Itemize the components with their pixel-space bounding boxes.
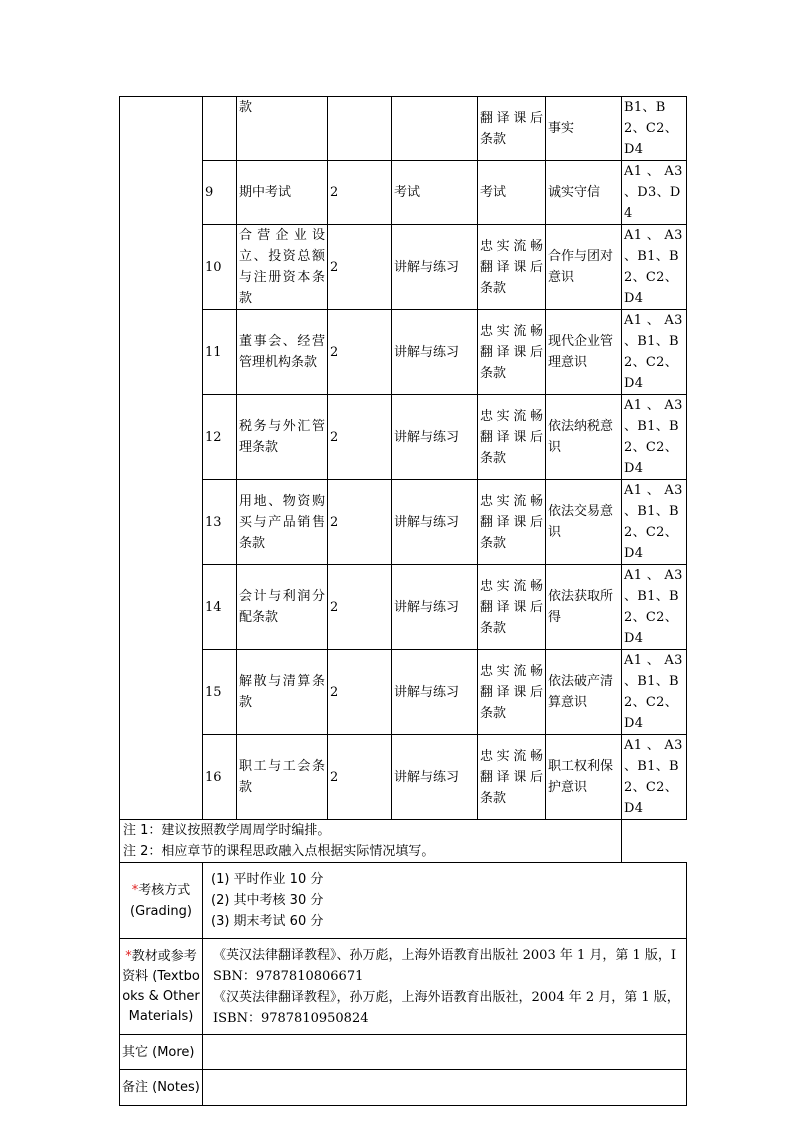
row-ideology: 合作与团对意识 — [546, 225, 622, 310]
row-goal: 忠实流畅翻译课后条款 — [478, 650, 546, 735]
row-number: 13 — [203, 480, 237, 565]
notes-row — [120, 820, 687, 863]
row-topic: 解散与清算条款 — [237, 650, 328, 735]
row-ideology: 依法交易意识 — [546, 480, 622, 565]
more-value — [203, 1035, 687, 1070]
textbook-2: 《汉英法律翻译教程》，孙万彪，上海外语教育出版社，2004 年 2 月，第 1 版，ISBN：9787810950824 — [213, 989, 680, 1026]
remarks-row — [120, 1070, 687, 1106]
row-topic: 款 — [237, 97, 328, 161]
row-hours: 2 — [328, 735, 392, 820]
row-topic: 会计与利润分配条款 — [237, 565, 328, 650]
row-hours: 2 — [328, 565, 392, 650]
row-topic: 董事会、经营管理机构条款 — [237, 310, 328, 395]
remarks-label: 备注 (Notes) — [120, 1070, 203, 1106]
row-hours: 2 — [328, 310, 392, 395]
schedule-body — [120, 97, 687, 820]
textbooks-label: 教材或参考资料 (Textbooks & Other Materials) — [122, 948, 200, 1024]
row-goal: 忠实流畅翻译课后条款 — [478, 735, 546, 820]
row-number — [203, 97, 237, 161]
row-goal: 忠实流畅翻译课后条款 — [478, 565, 546, 650]
required-star: * — [125, 948, 132, 964]
schedule-row — [120, 395, 687, 480]
section-label-cell — [120, 97, 203, 820]
row-goal: 考试 — [478, 161, 546, 225]
row-hours: 2 — [328, 395, 392, 480]
row-method: 讲解与练习 — [392, 735, 478, 820]
row-topic: 用地、物资购买与产品销售条款 — [237, 480, 328, 565]
row-number: 12 — [203, 395, 237, 480]
schedule-row — [120, 161, 687, 225]
notes-cell — [120, 820, 622, 863]
grading-item: (2) 其中考核 30 分 — [211, 893, 324, 908]
row-outcome: A1 、 A3 、B1、B2、C2、D4 — [622, 225, 687, 310]
row-outcome: A1 、 A3 、B1、B2、C2、D4 — [622, 480, 687, 565]
row-method: 讲解与练习 — [392, 480, 478, 565]
more-label: 其它 (More) — [120, 1035, 203, 1070]
row-method: 讲解与练习 — [392, 395, 478, 480]
textbooks-label-cell — [120, 939, 203, 1035]
lower-sections — [120, 820, 687, 1106]
row-hours — [328, 97, 392, 161]
grading-label-en: (Grading) — [130, 903, 192, 919]
note-1: 注 1：建议按照教学周周学时编排。 — [123, 823, 331, 838]
row-goal: 忠实流畅翻译课后条款 — [478, 225, 546, 310]
row-ideology: 依法破产清算意识 — [546, 650, 622, 735]
schedule-row — [120, 225, 687, 310]
row-hours: 2 — [328, 480, 392, 565]
textbooks-cell — [203, 939, 687, 1035]
row-method: 讲解与练习 — [392, 310, 478, 395]
row-outcome: A1 、 A3 、D3、D4 — [622, 161, 687, 225]
syllabus-table — [119, 96, 687, 1106]
row-ideology: 诚实守信 — [546, 161, 622, 225]
row-outcome: A1 、 A3 、B1、B2、C2、D4 — [622, 735, 687, 820]
row-number: 14 — [203, 565, 237, 650]
schedule-row — [120, 735, 687, 820]
row-goal: 忠实流畅翻译课后条款 — [478, 310, 546, 395]
row-outcome: B1、B2、C2、D4 — [622, 97, 687, 161]
row-method: 讲解与练习 — [392, 565, 478, 650]
row-goal: 翻译课后条款 — [478, 97, 546, 161]
grading-label-cell — [120, 863, 203, 939]
textbooks-row — [120, 939, 687, 1035]
grading-label: 考核方式 — [138, 882, 191, 898]
row-hours: 2 — [328, 225, 392, 310]
row-topic: 职工与工会条款 — [237, 735, 328, 820]
row-hours: 2 — [328, 161, 392, 225]
note-2: 注 2：相应章节的课程思政融入点根据实际情况填写。 — [123, 844, 435, 859]
row-ideology: 事实 — [546, 97, 622, 161]
row-ideology: 职工权利保护意识 — [546, 735, 622, 820]
row-ideology: 依法纳税意识 — [546, 395, 622, 480]
grading-item: (3) 期末考试 60 分 — [211, 914, 324, 929]
schedule-row — [120, 480, 687, 565]
grading-item: (1) 平时作业 10 分 — [211, 872, 324, 887]
grading-row — [120, 863, 687, 939]
schedule-row — [120, 310, 687, 395]
row-ideology: 依法获取所得 — [546, 565, 622, 650]
row-topic: 合营企业设立、投资总额与注册资本条款 — [237, 225, 328, 310]
row-method: 讲解与练习 — [392, 225, 478, 310]
row-outcome: A1 、 A3 、B1、B2、C2、D4 — [622, 565, 687, 650]
row-outcome: A1 、 A3 、B1、B2、C2、D4 — [622, 310, 687, 395]
row-outcome: A1 、 A3 、B1、B2、C2、D4 — [622, 650, 687, 735]
row-goal: 忠实流畅翻译课后条款 — [478, 480, 546, 565]
row-method: 考试 — [392, 161, 478, 225]
grading-cell — [203, 863, 687, 939]
remarks-value — [203, 1070, 687, 1106]
textbook-1: 《英汉法律翻译教程》、孙万彪，上海外语教育出版社 2003 年 1 月，第 1 版，ISBN：9787810806671 — [213, 947, 677, 984]
row-method — [392, 97, 478, 161]
row-number: 16 — [203, 735, 237, 820]
row-number: 10 — [203, 225, 237, 310]
row-ideology: 现代企业管理意识 — [546, 310, 622, 395]
schedule-row — [120, 650, 687, 735]
row-outcome: A1 、 A3 、B1、B2、C2、D4 — [622, 395, 687, 480]
row-number: 15 — [203, 650, 237, 735]
schedule-row — [120, 565, 687, 650]
row-number: 11 — [203, 310, 237, 395]
required-star: * — [131, 882, 139, 898]
row-topic: 期中考试 — [237, 161, 328, 225]
row-goal: 忠实流畅翻译课后条款 — [478, 395, 546, 480]
row-method: 讲解与练习 — [392, 650, 478, 735]
schedule-row — [120, 97, 687, 161]
row-number: 9 — [203, 161, 237, 225]
row-hours: 2 — [328, 650, 392, 735]
row-topic: 税务与外汇管理条款 — [237, 395, 328, 480]
more-row — [120, 1035, 687, 1070]
